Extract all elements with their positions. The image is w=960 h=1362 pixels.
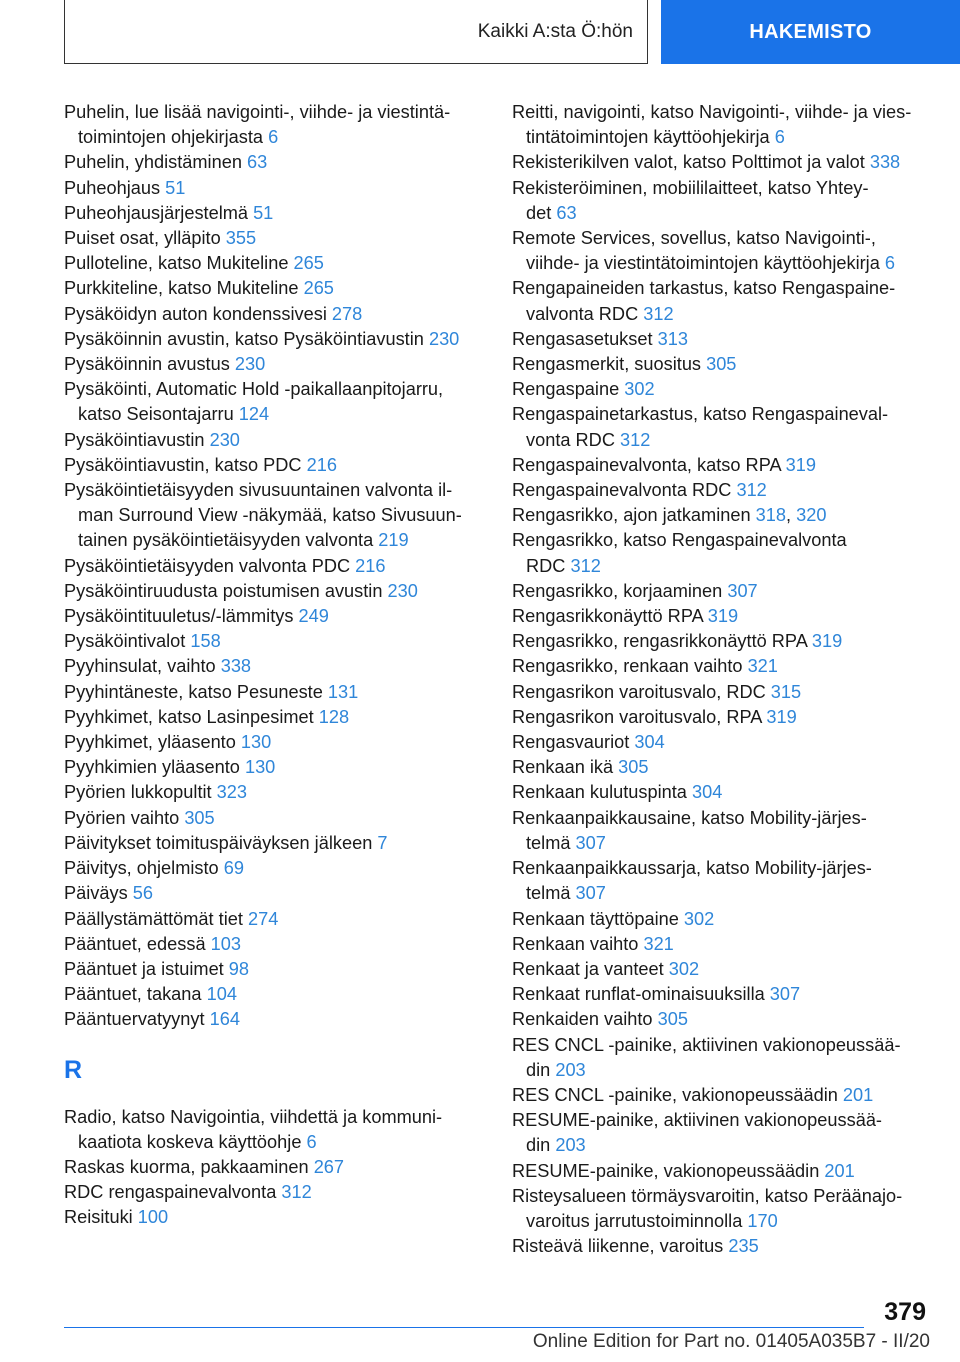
index-tab-label: HAKEMISTO — [749, 20, 872, 43]
entry-text: Rengasrikon varoitusvalo, RPA — [512, 706, 767, 727]
section-letter: R — [64, 1055, 83, 1084]
page-number: 379 — [884, 1298, 926, 1326]
page-link[interactable]: 235 — [728, 1236, 759, 1257]
page-link[interactable]: 6 — [884, 253, 895, 274]
entry-text: vonta RDC — [526, 429, 621, 450]
section-tab-label: Kaikki A:sta Ö:hön — [477, 20, 633, 42]
entry-text: RES CNCL -painike, vakionopeussäädin — [512, 1084, 843, 1105]
index-entry — [64, 957, 484, 982]
page-link[interactable]: 302 — [668, 958, 700, 979]
entry-text: Rengasrikko, katso Rengaspainevalvonta — [512, 530, 847, 551]
index-entry — [512, 176, 932, 226]
entry-text: din — [526, 1059, 556, 1080]
index-entry — [512, 780, 932, 805]
page-link[interactable]: 103 — [210, 933, 241, 954]
entry-text: Pyörien vaihto — [64, 807, 185, 828]
index-entry — [512, 1184, 932, 1234]
page-link[interactable]: 315 — [770, 681, 802, 702]
entry-text: Pysäköintiruudusta poistumisen avustin — [64, 580, 388, 601]
index-entry — [512, 402, 932, 452]
entry-text: Rengasrikon varoitusvalo, RDC — [512, 681, 771, 702]
entry-text: Radio, katso Navigointia, viihdettä ja kommuni- — [64, 1106, 443, 1127]
page-link[interactable]: 355 — [225, 228, 257, 249]
page-link[interactable]: 312 — [643, 303, 674, 324]
entry-text: Pääntuervatyynyt — [64, 1009, 210, 1030]
entry-text: Renkaan kulutuspinta — [512, 782, 692, 803]
entry-text: tintätoimintojen käyttöohjekirja — [526, 127, 775, 148]
index-entry — [512, 1159, 932, 1184]
index-entry — [64, 352, 484, 377]
page-link[interactable]: 63 — [556, 202, 577, 223]
entry-text: Renkaanpaikkaussarja, katso Mobility-järjes- — [512, 858, 872, 879]
entry-text: Puheohjausjärjestelmä — [64, 202, 254, 223]
index-entry — [64, 201, 484, 226]
page-link[interactable]: 265 — [303, 278, 334, 299]
page-link[interactable]: 304 — [691, 782, 723, 803]
page-link[interactable]: 6 — [268, 127, 279, 148]
index-entry — [64, 907, 484, 932]
entry-text: Pysäköintietäisyyden valvonta PDC — [64, 555, 356, 576]
entry-text: Reisituki — [64, 1207, 138, 1228]
index-entry — [512, 629, 932, 654]
page-link[interactable]: 131 — [327, 681, 359, 702]
index-entry — [64, 831, 484, 856]
entry-text: Rengasmerkit, suositus — [512, 354, 707, 375]
entry-text: Päällystämättömät tiet — [64, 908, 248, 929]
entry-text: Renkaat runflat-ominaisuuksilla — [512, 984, 770, 1005]
entry-text: tainen pysäköintietäisyyden valvonta — [78, 530, 379, 551]
entry-text: RES CNCL -painike, aktiivinen vakionopeussää- — [512, 1034, 901, 1055]
index-entry — [512, 957, 932, 982]
entry-text: Rengasasetukset — [512, 328, 658, 349]
index-entry — [512, 150, 932, 175]
page-link[interactable]: 312 — [281, 1182, 312, 1203]
entry-text: toimintojen ohjekirjasta — [78, 127, 269, 148]
page-link[interactable]: 230 — [428, 328, 460, 349]
index-entry — [64, 176, 484, 201]
entry-text: Renkaan vaihto — [512, 933, 644, 954]
entry-text: Pyyhintäneste, katso Pesuneste — [64, 681, 328, 702]
index-entry — [512, 1007, 932, 1032]
page-link[interactable]: 100 — [137, 1207, 169, 1228]
page-link[interactable]: 274 — [247, 908, 279, 929]
entry-text: valvonta RDC — [526, 303, 644, 324]
page-link[interactable]: 56 — [132, 883, 153, 904]
entry-text: Risteysalueen törmäysvaroitin, katso Peräänajo- — [512, 1185, 903, 1206]
page-link[interactable]: 201 — [842, 1084, 874, 1105]
index-entry — [64, 856, 484, 881]
entry-text: Renkaanpaikkausaine, katso Mobility-järjes- — [512, 807, 867, 828]
page-link[interactable]: 164 — [209, 1009, 240, 1030]
page-link[interactable]: 312 — [620, 429, 651, 450]
entry-text: Pysäköintietäisyyden sivusuuntainen valvonta il- — [64, 480, 453, 501]
page-link[interactable]: 158 — [190, 631, 221, 652]
entry-text: Purkkiteline, katso Mukiteline — [64, 278, 304, 299]
index-entry — [64, 100, 484, 150]
page-link[interactable]: 278 — [331, 303, 363, 324]
page-link[interactable]: 305 — [618, 757, 649, 778]
index-entry — [512, 680, 932, 705]
index-entry — [64, 579, 484, 604]
page-link[interactable]: 265 — [293, 253, 324, 274]
page-link[interactable]: 203 — [555, 1135, 586, 1156]
entry-text: det — [526, 202, 557, 223]
entry-text: telmä — [526, 832, 576, 853]
page-link[interactable]: 219 — [378, 530, 409, 551]
index-entry — [64, 1180, 484, 1205]
entry-text: Pysäköintiavustin — [64, 429, 210, 450]
index-entry — [64, 150, 484, 175]
entry-text: kaatiota koskeva käyttöohje — [78, 1131, 307, 1152]
page-link[interactable]: 230 — [209, 429, 240, 450]
entry-text: Rengaspaine — [512, 379, 625, 400]
page-link[interactable]: 267 — [313, 1156, 345, 1177]
entry-text: Puhelin, lue lisää navigointi-, viihde- ja viestintä- — [64, 102, 451, 122]
entry-text: katso Seisontajarru — [78, 404, 239, 425]
entry-text: Rengaspainevalvonta, katso RPA — [512, 454, 786, 475]
index-entry — [512, 1108, 932, 1158]
index-entry — [512, 932, 932, 957]
page-link[interactable]: 216 — [355, 555, 386, 576]
entry-text: Päiväys — [64, 883, 133, 904]
index-entry — [64, 604, 484, 629]
entry-text: Pysäköinnin avustus — [64, 354, 235, 375]
index-list-r-continued — [512, 100, 932, 1259]
index-entry — [512, 705, 932, 730]
page-link[interactable]: 98 — [228, 958, 250, 979]
entry-text: Rengasrikko, korjaaminen — [512, 580, 728, 601]
entry-text: Puiset osat, ylläpito — [64, 228, 226, 249]
index-entry — [64, 1205, 484, 1230]
index-entry — [512, 352, 932, 377]
page-link[interactable]: 216 — [306, 454, 337, 475]
page-link[interactable]: 307 — [575, 883, 606, 904]
index-entry — [512, 1083, 932, 1108]
index-entry — [64, 881, 484, 906]
index-entry — [64, 327, 484, 352]
index-entry — [512, 100, 932, 150]
entry-text: Pyyhkimien yläasento — [64, 757, 245, 778]
page-link[interactable]: 130 — [244, 757, 276, 778]
entry-text: Raskas kuorma, pakkaaminen — [64, 1156, 314, 1177]
entry-text: RDC — [526, 555, 571, 576]
entry-text: Rengaspainetarkastus, katso Rengaspaineval- — [512, 404, 889, 425]
entry-text: Pyyhkimet, yläasento — [64, 732, 241, 753]
entry-text: Rengaspainevalvonta RDC — [512, 480, 737, 501]
entry-text: din — [526, 1135, 556, 1156]
page-header — [64, 0, 960, 66]
entry-text: Risteävä liikenne, varoitus — [512, 1236, 729, 1257]
page-link[interactable]: 320 — [796, 505, 827, 526]
entry-text: Päivitys, ohjelmisto — [64, 858, 224, 879]
index-entry — [512, 579, 932, 604]
index-list-p — [64, 100, 484, 1033]
page-link[interactable]: 338 — [220, 656, 252, 677]
page-link[interactable]: 6 — [774, 127, 785, 148]
page-link[interactable]: 130 — [240, 732, 272, 753]
page-link[interactable]: 230 — [387, 580, 418, 601]
entry-text: Pyyhinsulat, vaihto — [64, 656, 221, 677]
page-link[interactable]: 230 — [234, 354, 266, 375]
page-link[interactable]: 313 — [657, 328, 688, 349]
index-entry — [512, 226, 932, 276]
index-tab[interactable] — [661, 0, 960, 64]
page-link[interactable]: 305 — [184, 807, 215, 828]
entry-text: Renkaan täyttöpaine — [512, 908, 684, 929]
entry-text: Renkaat ja vanteet — [512, 958, 669, 979]
page-link[interactable]: 304 — [634, 732, 665, 753]
page-link[interactable]: 319 — [785, 454, 817, 475]
entry-text: RESUME-painike, aktiivinen vakionopeussää- — [512, 1110, 882, 1131]
page-link[interactable]: 318 — [755, 505, 786, 526]
page-link[interactable]: 307 — [575, 832, 606, 853]
entry-text: varoitus jarrutustoiminnolla — [526, 1210, 748, 1231]
entry-text: Puhelin, yhdistäminen — [64, 152, 247, 173]
entry-text: man Surround View -näkymää, katso Sivusuun- — [78, 505, 462, 526]
index-entry — [64, 629, 484, 654]
page-link[interactable]: 128 — [318, 706, 350, 727]
index-entry — [512, 478, 932, 503]
index-entry — [64, 251, 484, 276]
entry-text: Päivitykset toimituspäiväyksen jälkeen — [64, 832, 378, 853]
entry-text: telmä — [526, 883, 576, 904]
index-entry — [64, 1105, 484, 1155]
page-link[interactable]: 312 — [570, 555, 601, 576]
section-tab[interactable] — [64, 0, 648, 64]
index-entry — [64, 478, 484, 554]
page-link[interactable]: 319 — [811, 631, 843, 652]
index-entry — [64, 428, 484, 453]
entry-text: Pysäköintiavustin, katso PDC — [64, 454, 307, 475]
entry-text: Pysäköintituuletus/-lämmitys — [64, 606, 299, 627]
index-entry — [512, 755, 932, 780]
page-link[interactable]: 104 — [206, 984, 237, 1005]
entry-text: Pääntuet, takana — [64, 984, 207, 1005]
index-entry — [512, 806, 932, 856]
page-link[interactable]: 302 — [624, 379, 655, 400]
index-entry — [512, 654, 932, 679]
page-link[interactable]: 302 — [683, 908, 715, 929]
entry-text: Pysäköinti, Automatic Hold -paikallaanpitojarru, — [64, 379, 444, 400]
entry-text: Pysäköinnin avustin, katso Pysäköintiavustin — [64, 328, 429, 349]
footer-divider — [64, 1327, 864, 1328]
entry-text: Puheohjaus — [64, 177, 166, 198]
page-link[interactable]: 170 — [747, 1210, 778, 1231]
page-link[interactable]: 69 — [223, 858, 244, 879]
index-entry — [64, 680, 484, 705]
entry-text: Rengasrikko, ajon jatkaminen — [512, 505, 756, 526]
entry-text: Renkaan ikä — [512, 757, 619, 778]
page-link[interactable]: 321 — [747, 656, 778, 677]
page-link[interactable]: 307 — [727, 580, 758, 601]
index-entry — [64, 780, 484, 805]
entry-text: Rengasrikko, renkaan vaihto — [512, 656, 748, 677]
entry-text: Pääntuet, edessä — [64, 933, 211, 954]
index-entry — [512, 1234, 932, 1259]
page-link[interactable]: 319 — [707, 606, 739, 627]
page-link[interactable]: 63 — [247, 152, 268, 173]
index-entry — [64, 982, 484, 1007]
index-entry — [64, 755, 484, 780]
entry-text: Pysäköintivalot — [64, 631, 191, 652]
page-link[interactable]: 6 — [306, 1131, 317, 1152]
index-entry — [512, 377, 932, 402]
right-column — [512, 100, 932, 1259]
entry-text: Rekisterikilven valot, katso Polttimot ja valot — [512, 152, 870, 173]
index-entry: Rengasrikko, ajon jatkaminen 318, 320 — [512, 505, 827, 526]
entry-text: Pääntuet ja istuimet — [64, 958, 229, 979]
index-entry — [512, 528, 932, 578]
entry-text: viihde- ja viestintätoimintojen käyttöohjekirja — [526, 253, 885, 274]
index-entry — [512, 856, 932, 906]
footer-edition: Online Edition for Part no. 01405A035B7 - II/20 — [532, 1331, 930, 1352]
index-entry — [64, 730, 484, 755]
page-link[interactable]: 321 — [643, 933, 674, 954]
page-link[interactable]: 305 — [657, 1009, 688, 1030]
left-column — [64, 100, 484, 1231]
entry-text: Rengasrikkonäyttö RPA — [512, 606, 708, 627]
index-list-r — [64, 1105, 484, 1231]
entry-text: RESUME-painike, vakionopeussäädin — [512, 1160, 825, 1181]
index-entry — [512, 907, 932, 932]
entry-text: Rekisteröiminen, mobiililaitteet, katso Yhtey- — [512, 177, 869, 198]
entry-text: Rengasvauriot — [512, 732, 635, 753]
page-link[interactable]: 312 — [736, 480, 767, 501]
page-link[interactable]: 7 — [377, 832, 388, 853]
index-entry — [64, 554, 484, 579]
entry-text: RDC rengaspainevalvonta — [64, 1182, 282, 1203]
index-entry — [64, 932, 484, 957]
page-link[interactable]: 201 — [824, 1160, 855, 1181]
index-entry — [64, 1155, 484, 1180]
page-link[interactable]: 338 — [869, 152, 901, 173]
index-entry — [512, 730, 932, 755]
entry-text: Reitti, navigointi, katso Navigointi-, viihde- ja vies- — [512, 102, 912, 122]
entry-text: Pulloteline, katso Mukiteline — [64, 253, 294, 274]
entry-text: Rengasrikko, rengasrikkonäyttö RPA — [512, 631, 812, 652]
index-entry — [64, 276, 484, 301]
entry-text: Remote Services, sovellus, katso Navigointi-, — [512, 228, 876, 249]
index-entry — [512, 604, 932, 629]
index-entry — [64, 1007, 484, 1032]
index-entry — [512, 982, 932, 1007]
index-entry — [512, 453, 932, 478]
index-entry — [64, 705, 484, 730]
page-link[interactable]: 249 — [298, 606, 329, 627]
index-entry — [64, 377, 484, 427]
index-entry — [64, 654, 484, 679]
entry-text: Renkaiden vaihto — [512, 1009, 658, 1030]
page-link[interactable]: 307 — [769, 984, 801, 1005]
page-link[interactable]: 305 — [706, 354, 737, 375]
index-entry — [64, 302, 484, 327]
page-link[interactable]: 124 — [238, 404, 270, 425]
index-entry — [64, 226, 484, 251]
page-link[interactable]: 51 — [253, 202, 274, 223]
index-entry — [512, 327, 932, 352]
entry-text: Pysäköidyn auton kondenssivesi — [64, 303, 332, 324]
entry-text: Pyörien lukkopultit — [64, 782, 217, 803]
entry-text: Rengapaineiden tarkastus, katso Rengaspaine- — [512, 278, 896, 299]
index-entry — [512, 276, 932, 326]
index-entry — [64, 806, 484, 831]
page-link[interactable]: 51 — [165, 177, 186, 198]
page-link[interactable]: 323 — [216, 782, 248, 803]
entry-text: Pyyhkimet, katso Lasinpesimet — [64, 706, 319, 727]
page-link[interactable]: 319 — [766, 706, 797, 727]
index-entry — [512, 1033, 932, 1083]
index-entry — [64, 453, 484, 478]
page-link[interactable]: 203 — [555, 1059, 586, 1080]
